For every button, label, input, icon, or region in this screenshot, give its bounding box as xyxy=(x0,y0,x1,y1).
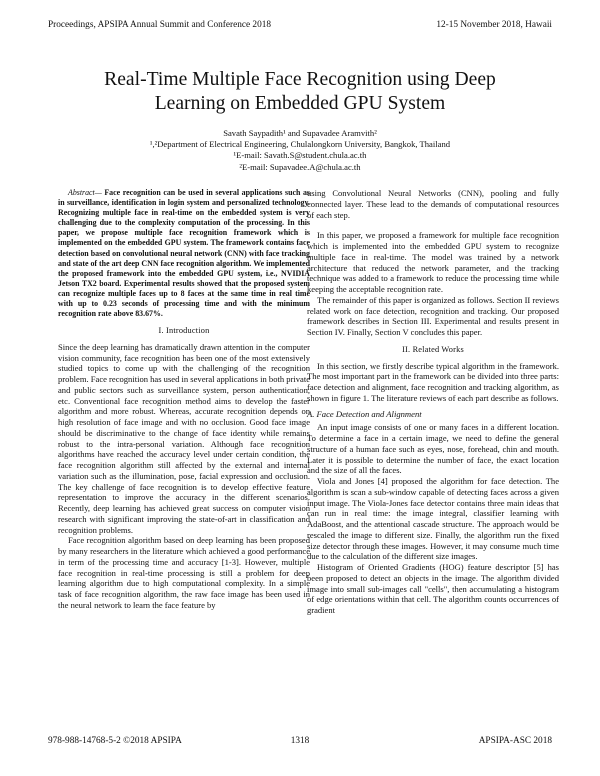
proceedings-label: Proceedings, APSIPA Annual Summit and Conference 2018 xyxy=(48,20,272,30)
section-heading-related-works: II. Related Works xyxy=(402,344,464,354)
author-block xyxy=(40,128,560,173)
intro-paragraph-continued: using Convolutional Neural Networks (CNN), pooling and fully connected layer. These lead to the demands of computational resources of each step. xyxy=(307,188,559,220)
abstract-lead: Abstract— xyxy=(68,188,102,197)
abstract xyxy=(58,188,310,319)
right-column xyxy=(307,188,559,616)
running-header xyxy=(48,19,552,31)
page-footer xyxy=(48,735,552,747)
author-names: Savath Saypadith¹ and Supavadee Aramvith² xyxy=(223,128,377,138)
intro-paragraph-4: The remainder of this paper is organized as follows. Section II reviews related work on face detection, recognition and tracking. Our proposed framework describes in Section III. Experimental and results present in Section IV. Finally, Section V concludes this paper. xyxy=(307,294,559,337)
related-works-paragraph-4: Histogram of Oriented Gradients (HOG) feature descriptor [5] has been proposed to detect an objects in the image. The algorithm divided image into small sub-images call "cells", then accumulating a histogram of edge orientations within that cell. The algorithm counts occurrences of gradient xyxy=(307,562,559,615)
author-affiliation: ¹,²Department of Electrical Engineering, Chulalongkorn University, Bangkok, Thailand xyxy=(149,139,451,150)
author-email-2: ²E-mail: Supavadee.A@chula.ac.th xyxy=(239,161,361,172)
paper-title-line-1: Real-Time Multiple Face Recognition using Deep xyxy=(104,69,496,90)
abstract-text: Face recognition can be used in several applications such as in surveillance, identification in login system and personalized technology. Recognizing multiple face in real-time on the embedded system is very challenging due to the complexity computation of the processing. In this paper, we propose multiple face recognition framework which is implemented on the embedded GPU system. The framework contains face detection based on convolutional neural network (CNN) with face tracking and state of the art deep CNN face recognition algorithm. We implemented the proposed framework into the embedded GPU system, i.e., NVIDIA Jetson TX2 board. Experimental results showed that the proposed system can recognize multiple faces up to 8 faces at the same time in real time with up to 0.23 seconds of processing time and with the minimum recognition rate above 83.67%. xyxy=(58,188,310,319)
paper-title-line-2: Learning on Embedded GPU System xyxy=(154,93,446,114)
isbn-copyright: 978-988-14768-5-2 ©2018 APSIPA xyxy=(48,736,182,746)
subsection-heading-face-detection: A. Face Detection and Alignment xyxy=(307,408,422,419)
related-works-paragraph-1: In this section, we firstly describe typical algorithm in the framework. The most important part in the framework can be divided into three parts: face detection and alignment, face recognition and tracking algorithm, as shown in figure 1. The literature reviews of each part describe as follows. xyxy=(307,360,559,403)
intro-paragraph-3: In this paper, we proposed a framework for multiple face recognition which is implemented into the embedded GPU system to recognize multiple face in real-time. The model was trained by a network architecture that reduced the network parameter, and the tracking technique was added to a framework to reduce the processing time while keeping the acceptable recognition rate. xyxy=(307,230,559,294)
conference-date-label: 12-15 November 2018, Hawaii xyxy=(436,20,552,30)
section-heading-introduction: I. Introduction xyxy=(158,326,210,336)
intro-paragraph-2: Face recognition algorithm based on deep learning has been proposed by many researchers in the literature which achieved a good performance in term of the processing time and accuracy [1-3]. However, multiple face recognition in real-time processing is still a problem for deep learning algorithm due to high computational complexity. In a simple task of face recognition algorithm, the raw face image has been used in the neural network to learn the face feature by xyxy=(58,535,310,610)
intro-paragraph-1: Since the deep learning has dramatically drawn attention in the computer vision community, face recognition has been one of the most extensively studied topics to come up with the challenging of the recognition problem. Face recognition has used in several applications in both private and public sectors such as surveillance system, person authentication, etc. Conventional face recognition method aims to develop the faster algorithm and more robust. Whereas, accurate recognition depends on high resolution of face image and with no occlusion. Good face image should be discriminative to the change of face identity while remains robust to the intra-personal variation. Although face recognition algorithms have reached the accuracy level under certain condition, the face recognition algorithm still affected by the external and internal variation such as the illumination, pose, facial expression and occlusion. The key challenge of face recognition is to develop effective feature representation to improve the accuracy in the different scenarios. Recently, deep learning has achieved great success on computer vision research with significant improving the state-of-art in classification and recognition problems. xyxy=(58,341,310,535)
related-works-paragraph-2: An input image consists of one or many faces in a different location. To determine a face in a certain image, we need to define the general structure of a human face such as eyes, nose, forehead, chin and mouth. Later it is possible to determine the number of face, the exact location and the size of all the faces. xyxy=(307,422,559,476)
related-works-paragraph-3: Viola and Jones [4] proposed the algorithm for face detection. The algorithm is scan a sub-window capable of detecting faces across a given input image. The Viola-Jones face detector contains three main ideas that can run in real time: the image integral, classifier learning with AdaBoost, and the attentional cascade structure. The approach would be rescaled the image to different size. Finally, the algorithm run the fixed size detector through these images. However, it may consume much time due to the calculation of the different size images. xyxy=(307,476,559,562)
author-email-1: ¹E-mail: Savath.S@student.chula.ac.th xyxy=(233,150,367,161)
left-column xyxy=(58,188,310,611)
page-number: 1318 xyxy=(290,736,310,746)
paper-title xyxy=(40,68,560,116)
conference-footer-label: APSIPA-ASC 2018 xyxy=(478,736,552,746)
